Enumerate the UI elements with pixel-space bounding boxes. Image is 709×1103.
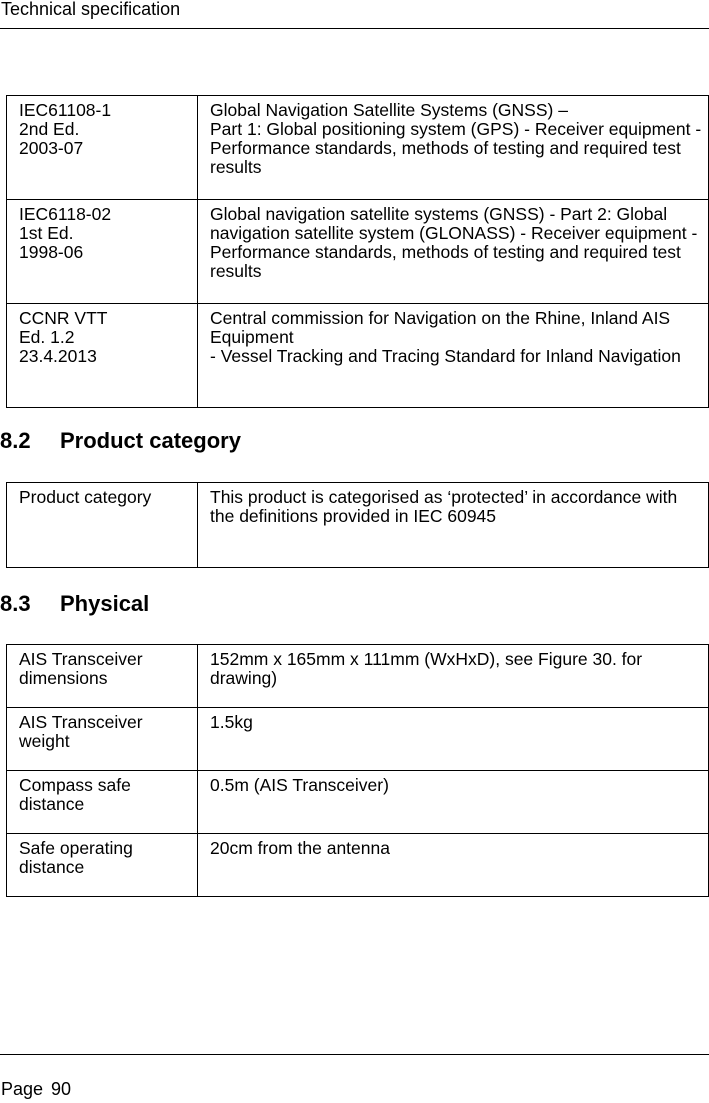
section-heading-physical bbox=[0, 592, 149, 616]
section-heading-product-category bbox=[0, 429, 241, 453]
table-row bbox=[7, 483, 709, 568]
spec-label: AIS Transceiver weight bbox=[7, 708, 198, 771]
table-row bbox=[7, 200, 709, 304]
standard-description: Global navigation satellite systems (GNSS) - Part 2: Global navigation satellite system (GLONASS) - Receiver equipment - Performance standards, methods of testing and required test results bbox=[198, 200, 709, 304]
section-number: 8.3 bbox=[0, 591, 31, 616]
spec-label: AIS Transceiver dimensions bbox=[7, 645, 198, 708]
spec-label: Safe operating distance bbox=[7, 834, 198, 897]
spec-value: 1.5kg bbox=[198, 708, 709, 771]
header-title: Technical specification bbox=[1, 0, 181, 19]
spec-label: Compass safe distance bbox=[7, 771, 198, 834]
table-row bbox=[7, 771, 709, 834]
physical-table bbox=[6, 644, 709, 897]
table-row bbox=[7, 96, 709, 200]
standard-reference: IEC6118-02 1st Ed. 1998-06 bbox=[7, 200, 198, 304]
running-footer bbox=[0, 1054, 709, 1103]
spec-label: Product category bbox=[7, 483, 198, 568]
running-header bbox=[0, 0, 709, 29]
spec-value: 152mm x 165mm x 111mm (WxHxD), see Figure 30. for drawing) bbox=[198, 645, 709, 708]
standard-reference: CCNR VTT Ed. 1.2 23.4.2013 bbox=[7, 304, 198, 408]
section-title: Physical bbox=[60, 591, 150, 616]
section-title: Product category bbox=[60, 428, 241, 453]
page-label: Page bbox=[1, 1079, 44, 1099]
spec-value: This product is categorised as ‘protected’ in accordance with the definitions provided in IEC 60945 bbox=[198, 483, 709, 568]
table-row bbox=[7, 708, 709, 771]
table-row bbox=[7, 645, 709, 708]
standard-reference: IEC61108-1 2nd Ed. 2003-07 bbox=[7, 96, 198, 200]
product-category-table bbox=[6, 482, 709, 568]
section-number: 8.2 bbox=[0, 428, 31, 453]
table-row bbox=[7, 304, 709, 408]
standard-description: Central commission for Navigation on the Rhine, Inland AIS Equipment - Vessel Tracking and Tracing Standard for Inland Navigation bbox=[198, 304, 709, 408]
spec-value: 20cm from the antenna bbox=[198, 834, 709, 897]
standards-table bbox=[6, 95, 709, 408]
table-row bbox=[7, 834, 709, 897]
standard-description: Global Navigation Satellite Systems (GNSS) – Part 1: Global positioning system (GPS) - Receiver equipment - Performance standards, methods of testing and required test results bbox=[198, 96, 709, 200]
page-number: 90 bbox=[51, 1079, 72, 1099]
spec-value: 0.5m (AIS Transceiver) bbox=[198, 771, 709, 834]
